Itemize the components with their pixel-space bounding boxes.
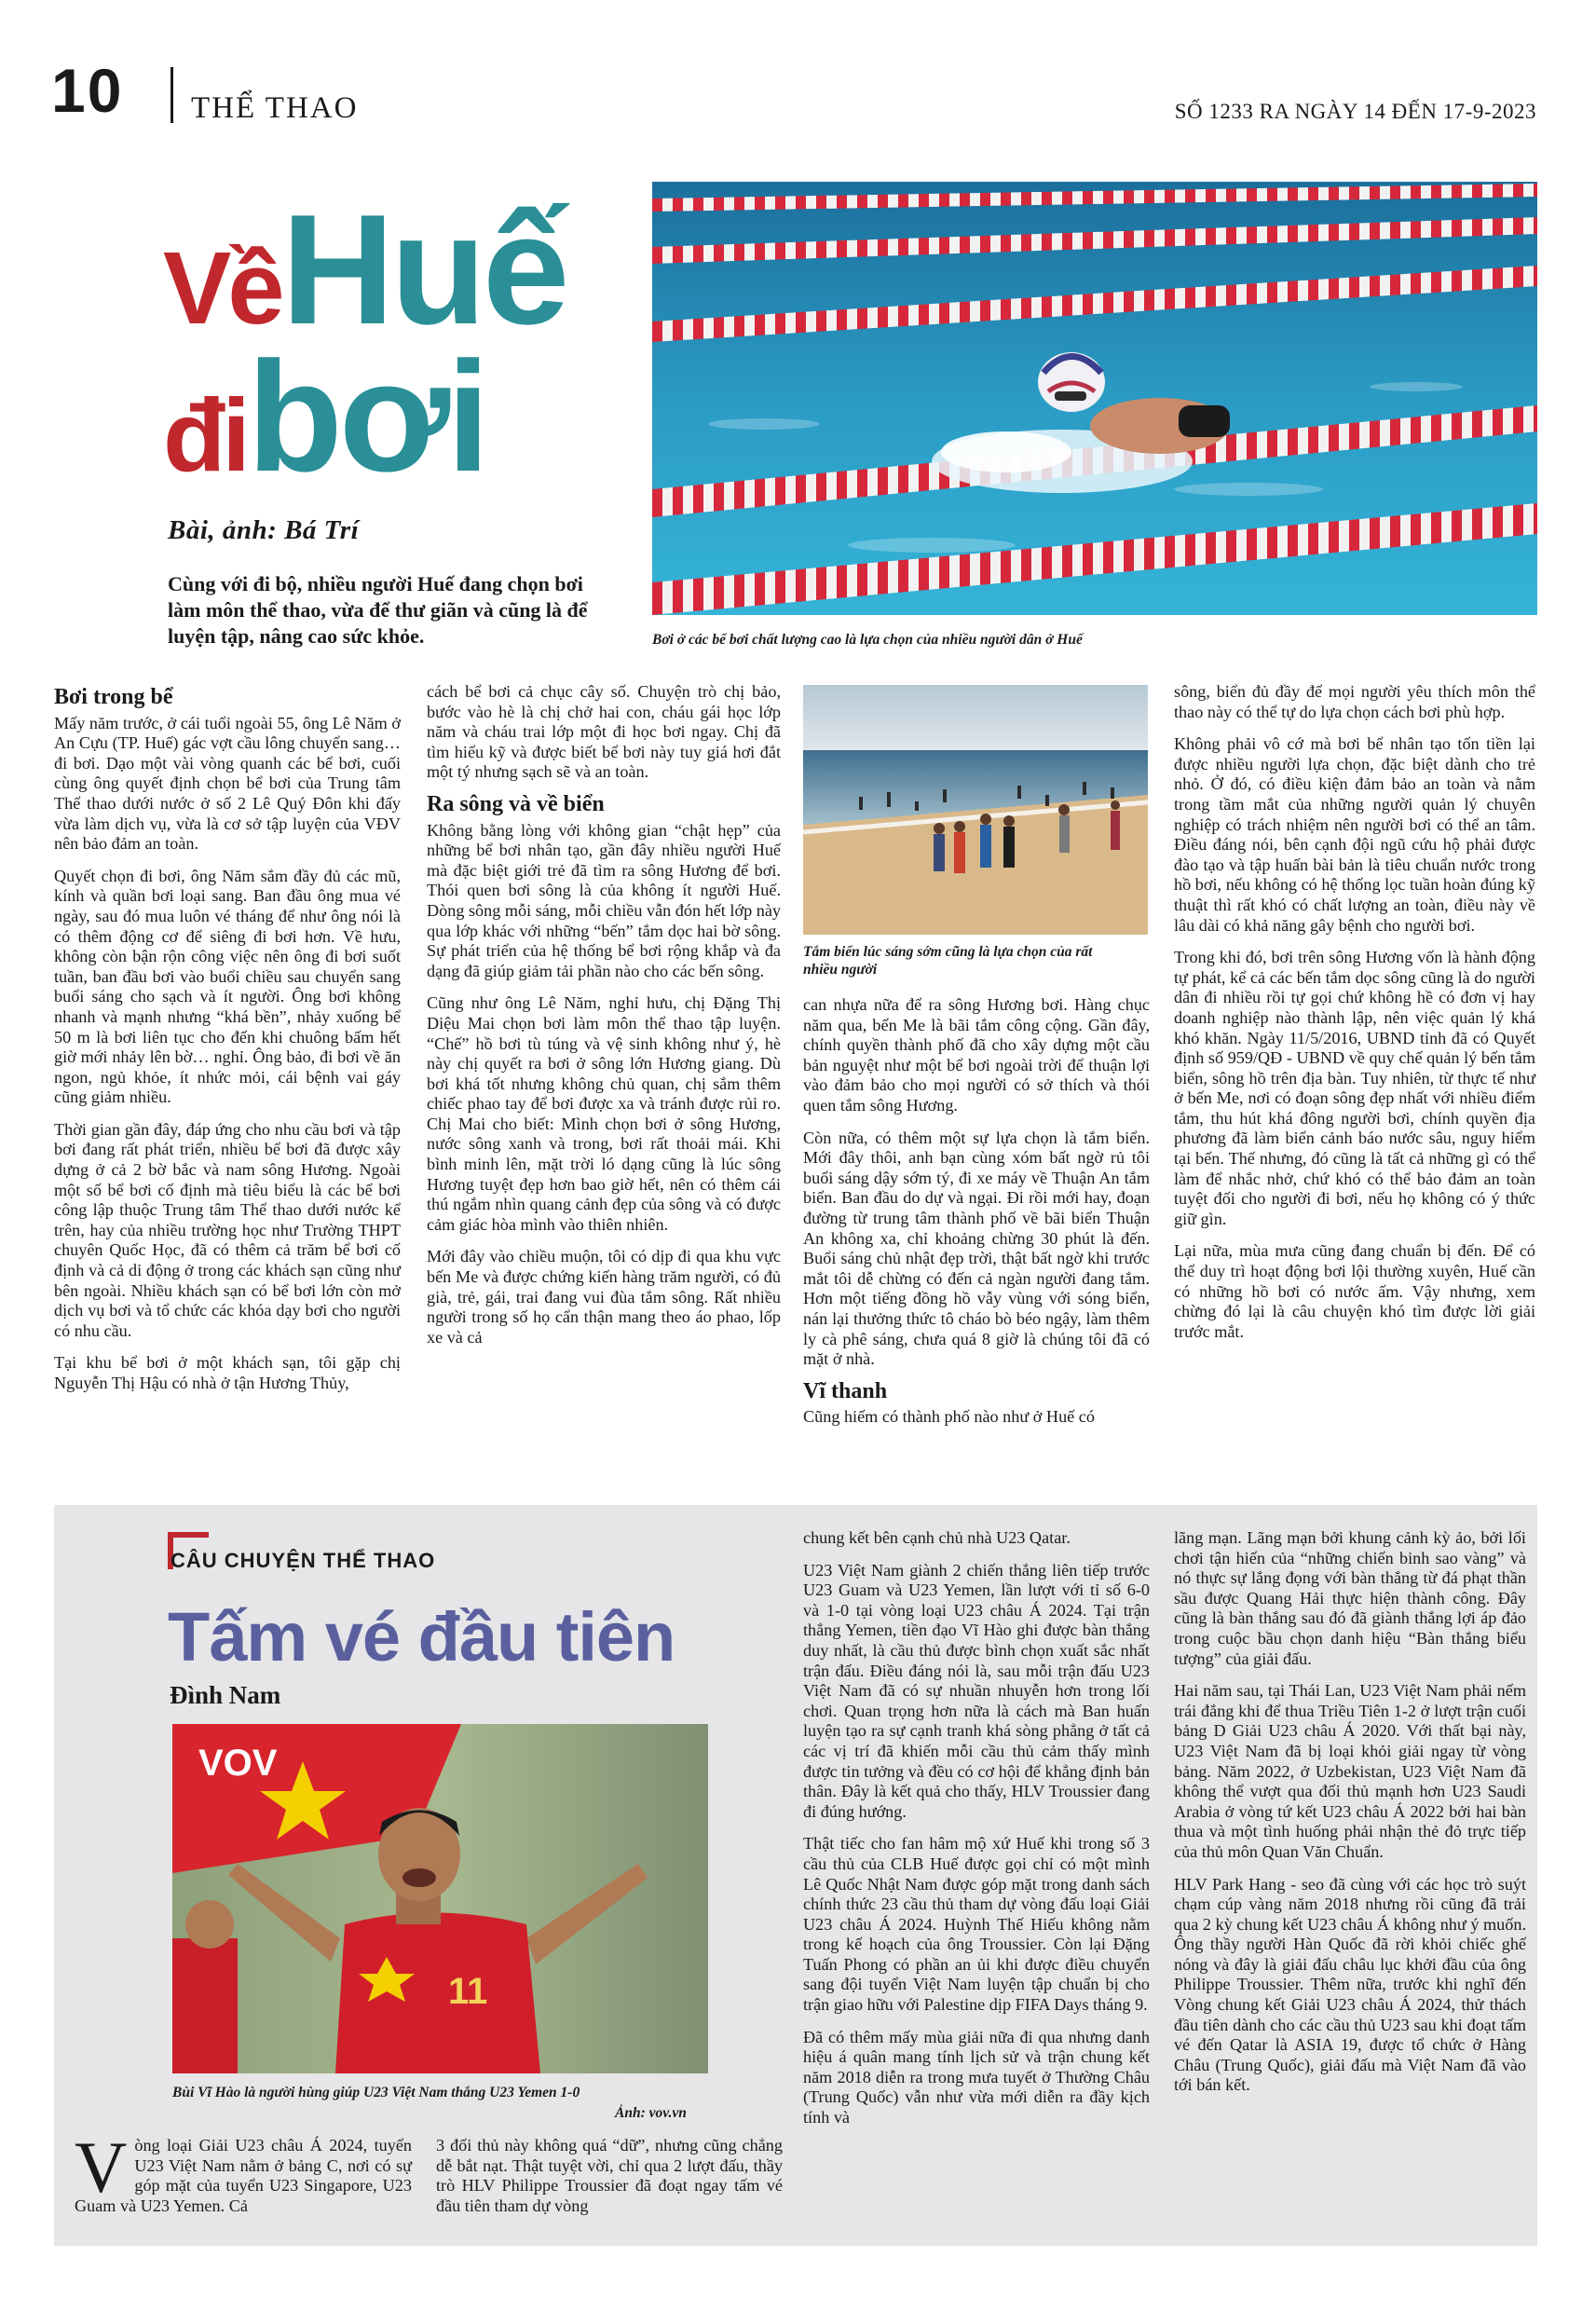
jersey-number: 11 bbox=[448, 1971, 488, 2012]
issue-info: SỐ 1233 RA NGÀY 14 ĐẾN 17-9-2023 bbox=[1174, 100, 1536, 123]
article-column-1 bbox=[54, 682, 401, 1406]
title-word-3: đi bbox=[163, 378, 247, 493]
title-word-2: Huế bbox=[281, 182, 566, 357]
paragraph: Không bằng lòng với không gian “chật hẹp” của những bể bơi nhân tạo, gần đây nhiều người Huế mà đặc biệt giới trẻ đã tìm ra sông Hương để bơi. Thói quen bơi sông là của không ít người Huế. Dòng sông mỗi sáng, mỗi chiều vẫn đón hết lớp này qua lớp khác với những “bến” tắm dọc hai bờ sông. Sự phát triển của hệ thống bể bơi rộng khắp và đa dạng đã giúp giảm tải phần nào cho các bến sông. bbox=[427, 820, 781, 980]
title-word-4: bơi bbox=[247, 329, 486, 504]
beach-photo bbox=[803, 685, 1148, 935]
paragraph: Lại nữa, mùa mưa cũng đang chuẩn bị đến. Để có thể duy trì hoạt động bơi lội thường xuyên, Huế cần có những hồ bơi có nước ấm. Vậy nhưng, xem chừng đó lại là câu chuyện khó tìm được lời giải trước mắt. bbox=[1174, 1241, 1535, 1341]
paragraph: chung kết bên cạnh chủ nhà U23 Qatar. bbox=[803, 1528, 1071, 1547]
header-divider bbox=[171, 67, 173, 123]
paragraph: Mấy năm trước, ở cái tuổi ngoài 55, ông Lê Năm ở An Cựu (TP. Huế) gác vợt cầu lông chuyển sang… đi bơi. Dạo một vài vòng quanh các bể bơi, cuối cùng ông quyết định chọn bể bơi của Trung tâm Thể thao dưới nước ở số 2 Lê Quý Đôn khi đấy vừa làm dịch vụ, vừa là cơ sở tập luyện của VĐV nên bảo đảm an toàn. bbox=[54, 713, 401, 854]
football-player-illustration bbox=[172, 1724, 708, 2073]
box-title: Tấm vé đầu tiên bbox=[168, 1598, 675, 1676]
football-photo-credit: Ảnh: vov.vn bbox=[615, 2105, 687, 2121]
paragraph: 3 đối thủ này không quá “dữ”, nhưng cũng chẳng dễ bắt nạt. Thật tuyệt vời, chỉ qua 2 lượt đấu, thầy trò HLV Philippe Troussier đã đoạt ngay tấm vé đầu tiên tham dự vòng bbox=[436, 2136, 783, 2215]
vov-logo: VOV bbox=[198, 1743, 278, 1784]
paragraph: lãng mạn. Lãng mạn bởi khung cảnh kỳ ảo, bởi lối chơi tận hiến của “những chiến binh sao vàng” và nó thực sự lắng đọng với bàn thắng từ đá phạt thần sầu được Quang Hải thực hiện thành công. Đây cũng là bàn thắng sau đó đã giành thắng lợi áp đảo trong cuộc bầu chọn danh hiệu “Bàn thắng biểu tượng” của giải đấu. bbox=[1174, 1528, 1526, 1668]
paragraph: Tại khu bể bơi ở một khách sạn, tôi gặp chị Nguyễn Thị Hậu có nhà ở tận Hương Thủy, bbox=[54, 1353, 401, 1392]
box-column-1 bbox=[75, 2127, 412, 2216]
swimming-pool-photo bbox=[652, 182, 1537, 615]
paragraph: Không phải vô cớ mà bơi bể nhân tạo tốn tiền lại được nhiều người lựa chọn, đặc biệt dành cho trẻ nhỏ. Ở đó, có điều kiện đảm bảo an toàn và nằm trong tầm mắt của những người quản lý chuyên nghiệp có trách nhiệm nên người bơi có thể an tâm. Điều đáng nói, bên cạnh đội ngũ cứu hộ phải được đào tạo và tập huấn bài bản là tiêu chuẩn nước trong hồ bơi, nếu không có hệ thống lọc tuần hoàn đúng kỹ thuật thì rất khó có chất lượng an toàn, điều này về lâu dài có khả năng gây bệnh cho người bơi. bbox=[1174, 734, 1535, 935]
article-column-3 bbox=[803, 995, 1150, 1440]
paragraph: Quyết chọn đi bơi, ông Năm sắm đầy đủ các mũ, kính và quần bơi loại sang. Ban đầu ông mua vé ngày, sau đó mua luôn vé tháng để như ông nói là có thêm động cơ để siêng đi bơi hơn. Về hưu, không còn bận rộn công việc nên ông đi bơi suốt tuần, ban đầu bơi vào buổi chiều sau chuyển sang buổi sáng cho sạch và ít người. Ông bơi không nhanh và mạnh nhưng “khá bền”, nhảy xuống bể 50 m là bơi liên tục cho đến khi chuông bấm hết giờ mới nhảy lên bờ… nghỉ. Ông bảo, đi bơi về ăn ngon, ngủ khỏe, ít nhức mỏi, cái bệnh vai gáy cũng giảm nhiều. bbox=[54, 866, 401, 1107]
pool-photo-caption: Bơi ở các bể bơi chất lượng cao là lựa chọn của nhiều người dân ở Huế bbox=[652, 632, 1083, 648]
paragraph: can nhựa nữa để ra sông Hương bơi. Hàng chục năm qua, bến Me là bãi tắm công cộng. Gần đây, chính quyền thành phố đã cho xây dựng một cầu bản nguyệt như một bể bơi ngoài trời để thuận lợi vào đảm bảo cho mọi người có sở thích và thói quen tắm sông Hương. bbox=[803, 995, 1150, 1115]
page-number: 10 bbox=[51, 56, 124, 125]
paragraph: cách bể bơi cả chục cây số. Chuyện trò chị bảo, bước vào hè là chị chở hai con, cháu gái học lớp năm và cháu trai lớp một đi học bơi ngay. Chị đã tìm hiểu kỹ và được biết bể bơi này tuy giá hơi đắt một tý nhưng sạch sẽ và an toàn. bbox=[427, 682, 781, 782]
section-name: THỂ THAO bbox=[191, 91, 359, 125]
paragraph: Mới đây vào chiều muộn, tôi có dịp đi qua khu vực bến Me và được chứng kiến hàng trăm người, có đủ già, trẻ, gái, trai đang vui đùa tắm sông. Rất nhiều người trong số họ cẩn thận mang theo áo phao, lốp xe và cả bbox=[427, 1247, 781, 1347]
article-title bbox=[163, 182, 666, 504]
box-column-4 bbox=[1174, 1528, 1526, 2108]
box-kicker: CÂU CHUYỆN THỂ THAO bbox=[171, 1549, 436, 1572]
dropcap: V bbox=[75, 2127, 128, 2208]
subheading-pool: Bơi trong bể bbox=[54, 685, 173, 709]
paragraph: Đã có thêm mấy mùa giải nữa đi qua nhưng danh hiệu á quân mang tính lịch sử và trận chung kết năm 2018 diễn ra trong mưa tuyết ở Thường Châu (Trung Quốc) vẫn như vừa mới diễn ra đầy kịch tính và bbox=[803, 2027, 1150, 2127]
paragraph: Hai năm sau, tại Thái Lan, U23 Việt Nam phải nếm trái đắng khi để thua Triều Tiên 1-2 ở lượt trận cuối bảng D Giải U23 châu Á 2020. Với thất bại này, U23 Việt Nam đã bị loại khỏi giải ngay từ vòng bảng. Năm 2022, ở Uzbekistan, U23 Việt Nam đã không thể vượt qua đối thủ mạnh hơn U23 Saudi Arabia ở vòng tứ kết U23 châu Á 2022 bởi hai bàn thua và một tình huống phải nhận thẻ đỏ trực tiếp của thủ môn Quan Văn Chuẩn. bbox=[1174, 1681, 1526, 1861]
beach-photo-caption: Tắm biển lúc sáng sớm cũng là lựa chọn của rất nhiều người bbox=[803, 944, 1093, 978]
box-column-3 bbox=[803, 1528, 1150, 2141]
box-column-2 bbox=[436, 2136, 783, 2228]
box-author: Đình Nam bbox=[170, 1681, 281, 1709]
article-lead: Cùng với đi bộ, nhiều người Huế đang chọn bơi làm môn thể thao, vừa để thư giãn và cũng là để luyện tập, nâng cao sức khỏe. bbox=[168, 572, 588, 648]
paragraph: Trong khi đó, bơi trên sông Hương vốn là hành động tự phát, kể cả các bến tắm dọc sông cũng là do người dân đi nhiều rồi tự gọi chứ không hề có đơn vị hay doanh nghiệp nào thành lập, nên việc quản lý khá khó khăn. Ngày 11/5/2016, UBND tỉnh đã có Quyết định số 959/QĐ - UBND về quy chế quản lý bến tắm biển, sông hồ trên địa bàn. Tuy nhiên, từ thực tế như ở bến Me, nơi có đoạn sông đẹp nhất với nhiều điểm tắm, thu hút khá đông người bơi, chính quyền địa phương đã làm biển cảnh báo nước sâu, nguy hiểm tại bến. Thế nhưng, đó cũng là tất cả những gì có thể làm để nhắc nhở, chứ khó có thể bảo đảm an toàn tuyệt đối cho người đi bơi, nếu họ không có ý thức giữ gìn. bbox=[1174, 948, 1535, 1228]
article-column-4 bbox=[1174, 682, 1535, 1354]
paragraph: U23 Việt Nam giành 2 chiến thắng liên tiếp trước U23 Guam và U23 Yemen, lần lượt với tỉ số 6-0 và 1-0 tại vòng loại U23 châu Á 2024. Tại trận thắng Yemen, tiền đạo Vĩ Hào ghi được bàn thắng duy nhất, là cầu thủ được bình chọn xuất sắc nhất trận đấu. Điều đáng nói là, sau mỗi trận đấu U23 Việt Nam đã có sự nhuần nhuyễn hơn trong lối chơi. Quan trọng hơn nữa là cách mà Ban huấn luyện tạo ra sự cạnh tranh khá sòng phẳng ở tất cả các vị trí đã khiến mỗi cầu thủ cảm thấy mình được tin tưởng và đều có cơ hội để khẳng định bản thân. Đây là kết quả cho thấy, HLV Troussier đang đi đúng hướng. bbox=[803, 1560, 1150, 1821]
paragraph: Cũng như ông Lê Năm, nghỉ hưu, chị Đặng Thị Diệu Mai chọn bơi làm môn thể thao tập luyện. “Chế” hồ bơi tù túng và vệ sinh không như ý, hè này chị quyết ra bơi ở sông lớn Hương giang. Dù bơi khá tốt nhưng không chủ quan, chị sắm thêm chiếc phao tay để bơi được xa và tránh được rủi ro. Chị Mai cho biết: Mình chọn bơi ở sông Hương, nước sông xanh và trong, bơi rất thoải mái. Khi bình minh lên, mặt trời ló dạng cũng là lúc sông Hương tuyệt đẹp hơn bao giờ hết, nên có thêm cái thú ngắm nhìn quang cảnh đẹp của sông và có được cảm giác hòa mình vào thiên nhiên. bbox=[427, 993, 781, 1234]
article-byline: Bài, ảnh: Bá Trí bbox=[168, 515, 360, 545]
paragraph: Còn nữa, có thêm một sự lựa chọn là tắm biển. Mới đây thôi, anh bạn cùng xóm bất ngờ rủ tôi buổi sáng dậy sớm tý, đi xe máy về Thuận An tắm biển. Ban đầu do dự và ngại. Đi rồi mới hay, đoạn đường từ trung tâm thành phố về bãi biển Thuận An không xa, chỉ khoảng chừng 30 phút là đến. Buổi sáng chủ nhật đẹp trời, thật bất ngờ khi trước mắt tôi dễ chừng có đến cả ngàn người đang tắm. Hơn một tiếng đồng hồ vẫy vùng với sóng biển, nán lại thưởng thức tô cháo bò béo ngậy, làm thêm ly cà phê sáng, chưa quá 8 giờ là chúng tôi đã có mặt ở nhà. bbox=[803, 1128, 1150, 1369]
article-column-2 bbox=[427, 682, 781, 1360]
paragraph: Thật tiếc cho fan hâm mộ xứ Huế khi trong số 3 cầu thủ của CLB Huế được gọi chỉ có một mình Lê Quốc Nhật Nam được góp mặt trong danh sách chính thức 23 cầu thủ tham dự vòng đấu loại Giải U23 châu Á 2024. Huỳnh Thế Hiếu không nằm trong kế hoạch của ông Troussier. Còn lại Đặng Tuấn Phong có phần an ủi khi được điều chuyển sang đội tuyển Việt Nam luyện tập chuẩn bị cho trận giao hữu với Palestine dịp FIFA Days tháng 9. bbox=[803, 1834, 1150, 2015]
football-photo-caption: Bùi Vĩ Hào là người hùng giúp U23 Việt Nam thắng U23 Yemen 1-0 bbox=[172, 2085, 580, 2100]
paragraph: sông, biển đủ đầy để mọi người yêu thích môn thể thao này có thể tự do lựa chọn cách bơi phù hợp. bbox=[1174, 682, 1535, 721]
paragraph: Thời gian gần đây, đáp ứng cho nhu cầu bơi và tập bơi đang rất phát triển, nhiều bể bơi đã được xây dựng ở cả 2 bờ bắc và nam sông Hương. Ngoài một số bể bơi cố định mà tiêu biểu là các bể bơi công lập thuộc Trung tâm Thể thao dưới nước kể trên, hay của nhiều trường học như Trường THPT chuyên Quốc Học, đã có thêm cả trăm bể bơi cố định và cả di động ở trong các khách sạn cũng như bên ngoài. Nhiều khách sạn có bể bơi lớn còn mở dịch vụ bơi và tổ chức các khóa dạy bơi cho người có nhu cầu. bbox=[54, 1119, 401, 1340]
swimmer-illustration bbox=[652, 182, 1537, 615]
football-photo bbox=[172, 1724, 708, 2073]
paragraph: òng loại Giải U23 châu Á 2024, tuyển U23 Việt Nam nằm ở bảng C, nơi có sự góp mặt của tuyển U23 Singapore, U23 Guam và U23 Yemen. Cả bbox=[75, 2136, 412, 2215]
subheading-river-sea: Ra sông và về biển bbox=[427, 791, 605, 816]
subheading-epilogue: Vĩ thanh bbox=[803, 1378, 888, 1403]
paragraph: Cũng hiếm có thành phố nào như ở Huế có bbox=[803, 1407, 1095, 1427]
beach-illustration bbox=[803, 685, 1148, 935]
paragraph: HLV Park Hang - seo đã cùng với các học trò suýt chạm cúp vàng năm 2018 nhưng rồi cũng đã trải qua 2 kỳ chung kết U23 châu Á không như ý muốn. Ông thầy người Hàn Quốc đã rời khỏi chiếc ghế nóng và đây là giải đấu châu lục khởi đầu của ông Philippe Troussier. Thêm nữa, trước khi nghĩ đến Vòng chung kết Giải U23 châu Á 2024, thử thách đầu tiên dành cho các cầu thủ U23 sau khi đoạt tấm vé đến Qatar là ASIA 19, được tổ chức ở Hàng Châu (Trung Quốc), giải đấu mà Việt Nam đã vào tới bán kết. bbox=[1174, 1874, 1526, 2095]
title-word-1: Về bbox=[163, 231, 281, 346]
